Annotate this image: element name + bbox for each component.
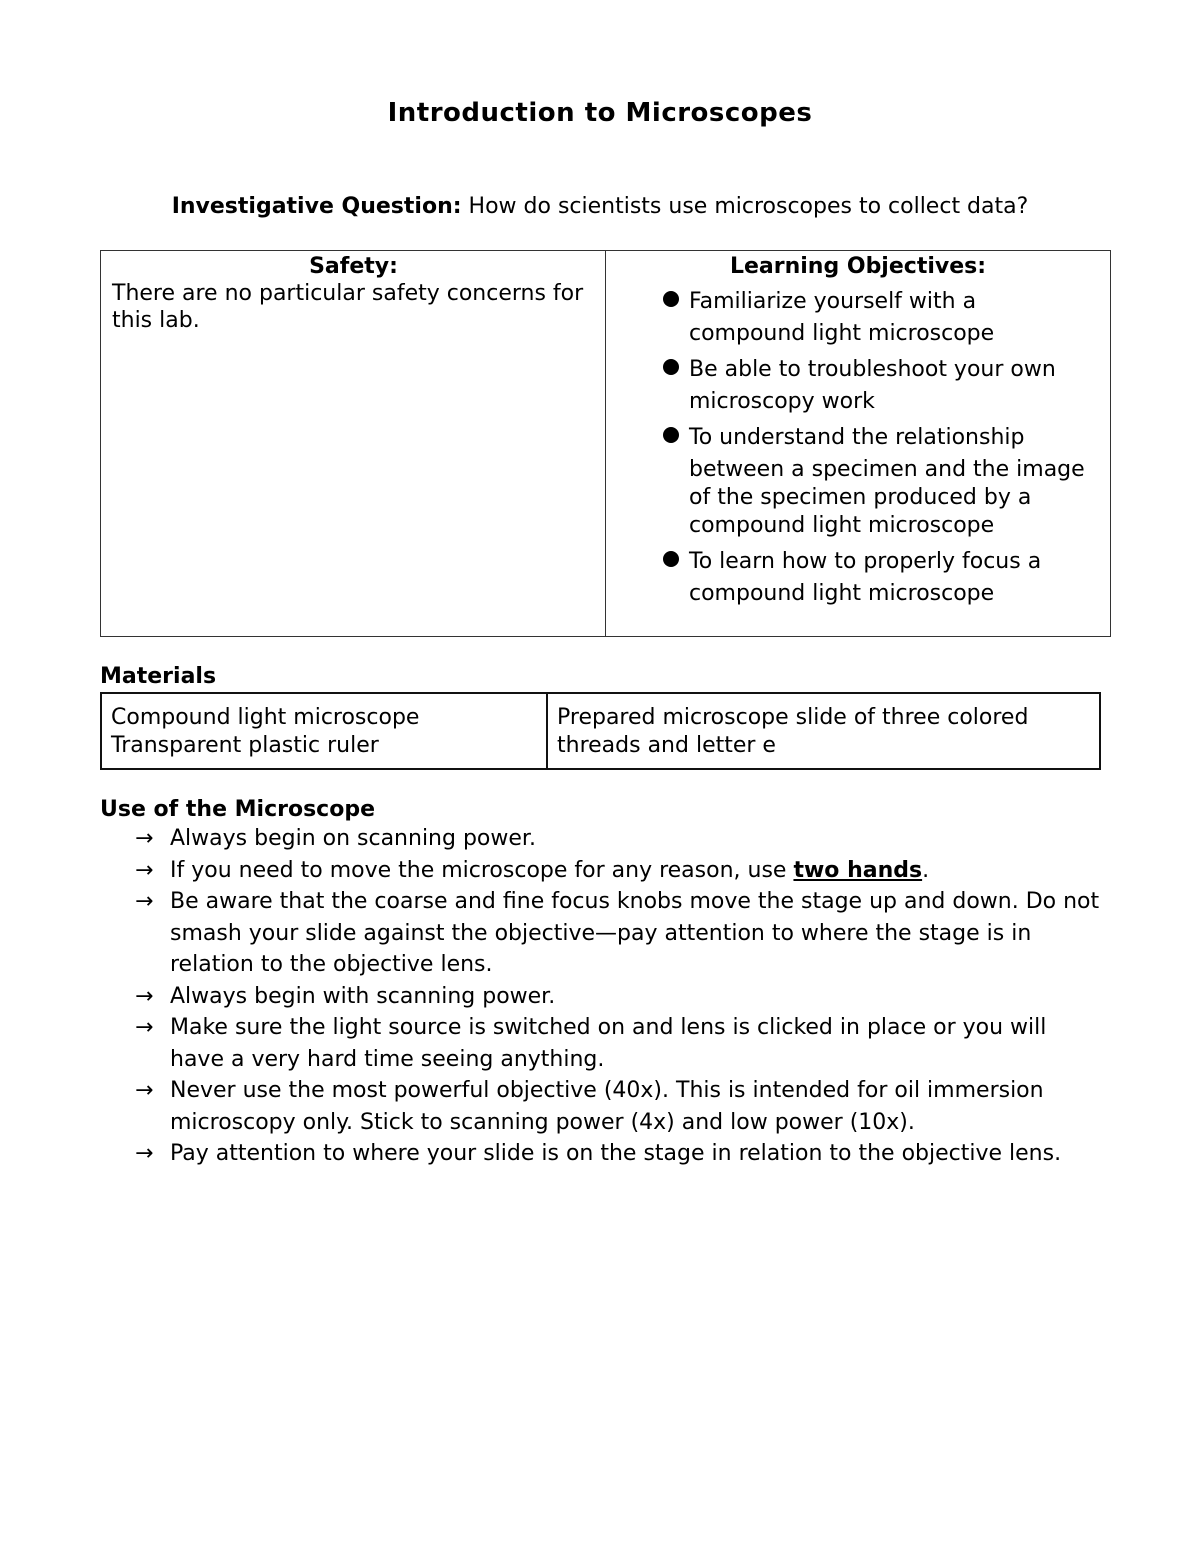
arrow-icon: →: [135, 857, 154, 883]
page-title: Introduction to Microscopes: [387, 98, 813, 128]
bullet-icon: [663, 291, 679, 307]
objective-first-line: To understand the relationship: [689, 425, 1025, 450]
objectives-cell: [606, 251, 1110, 636]
step-text: Always begin with scanning power.: [170, 983, 556, 1009]
safety-text: There are no particular safety concerns for this lab.: [112, 281, 584, 333]
step-text: Be aware that the coarse and fine focus knobs move the stage up and down. Do not smash your slide against the objective—pay attention to where the stage is in relation to the objective lens.: [170, 889, 1100, 977]
safety-cell: [101, 251, 606, 636]
step-text: Make sure the light source is switched on and lens is clicked in place or you will have a very hard time seeing anything.: [170, 1015, 1047, 1072]
step-emphasis: two hands: [793, 857, 923, 883]
investigative-question: [0, 194, 1200, 219]
bullet-icon: [663, 427, 679, 443]
objective-first-line: Be able to troubleshoot your own: [689, 357, 1056, 382]
materials-heading: Materials: [100, 664, 217, 689]
arrow-icon: →: [135, 1078, 154, 1103]
objectives-heading: Learning Objectives:: [729, 254, 987, 279]
step-text: Never use the most powerful objective (40x). This is intended for oil immersion microscopy only. Stick to scanning power (4x) and low power (10x).: [170, 1078, 1044, 1135]
step-item: [100, 1138, 1100, 1170]
step-emphasis-after: .: [922, 857, 930, 883]
objective-item: [616, 416, 1100, 540]
material-item: Compound light microscope: [111, 705, 420, 730]
arrow-icon: →: [135, 1015, 154, 1040]
materials-left-cell: [102, 694, 548, 768]
objective-rest-line: compound light microscope: [689, 581, 995, 606]
step-text: Pay attention to where your slide is on the stage in relation to the objective lens.: [170, 1141, 1062, 1166]
objective-item: [616, 348, 1100, 416]
safety-objectives-table: [100, 250, 1111, 637]
objective-rest-line: between a specimen and the image of the specimen produced by a compound light microscope: [689, 457, 1085, 538]
arrow-icon: →: [135, 1141, 154, 1166]
question-label: Investigative Question:: [171, 194, 462, 219]
objective-first-line: To learn how to properly focus a: [689, 549, 1042, 574]
objective-rest-line: microscopy work: [689, 389, 875, 414]
use-steps-list: [100, 823, 1100, 1170]
arrow-icon: →: [135, 983, 154, 1009]
bullet-icon: [663, 551, 679, 567]
materials-table: [100, 692, 1101, 770]
material-item: Transparent plastic ruler: [111, 733, 379, 758]
objective-rest-line: compound light microscope: [689, 321, 995, 346]
step-text: Always begin on scanning power.: [170, 826, 536, 851]
material-item: Prepared microscope slide of three colored threads and letter e: [557, 705, 1029, 758]
safety-heading: Safety:: [309, 254, 398, 279]
bullet-icon: [663, 359, 679, 375]
objective-first-line: Familiarize yourself with a: [689, 289, 977, 314]
objective-item: [616, 540, 1100, 608]
step-item: [100, 1075, 1100, 1138]
objectives-list: [616, 280, 1100, 608]
step-item: [100, 886, 1100, 981]
step-item: [100, 1012, 1100, 1075]
step-item: [100, 855, 1100, 887]
arrow-icon: →: [135, 826, 154, 851]
step-item: [100, 823, 1100, 855]
arrow-icon: →: [135, 889, 154, 914]
objective-item: [616, 280, 1100, 348]
use-heading: Use of the Microscope: [100, 797, 375, 822]
step-item: [100, 981, 1100, 1013]
materials-right-cell: [548, 694, 1099, 768]
step-text: If you need to move the microscope for any reason, use: [170, 857, 787, 883]
question-text: How do scientists use microscopes to collect data?: [468, 194, 1029, 219]
